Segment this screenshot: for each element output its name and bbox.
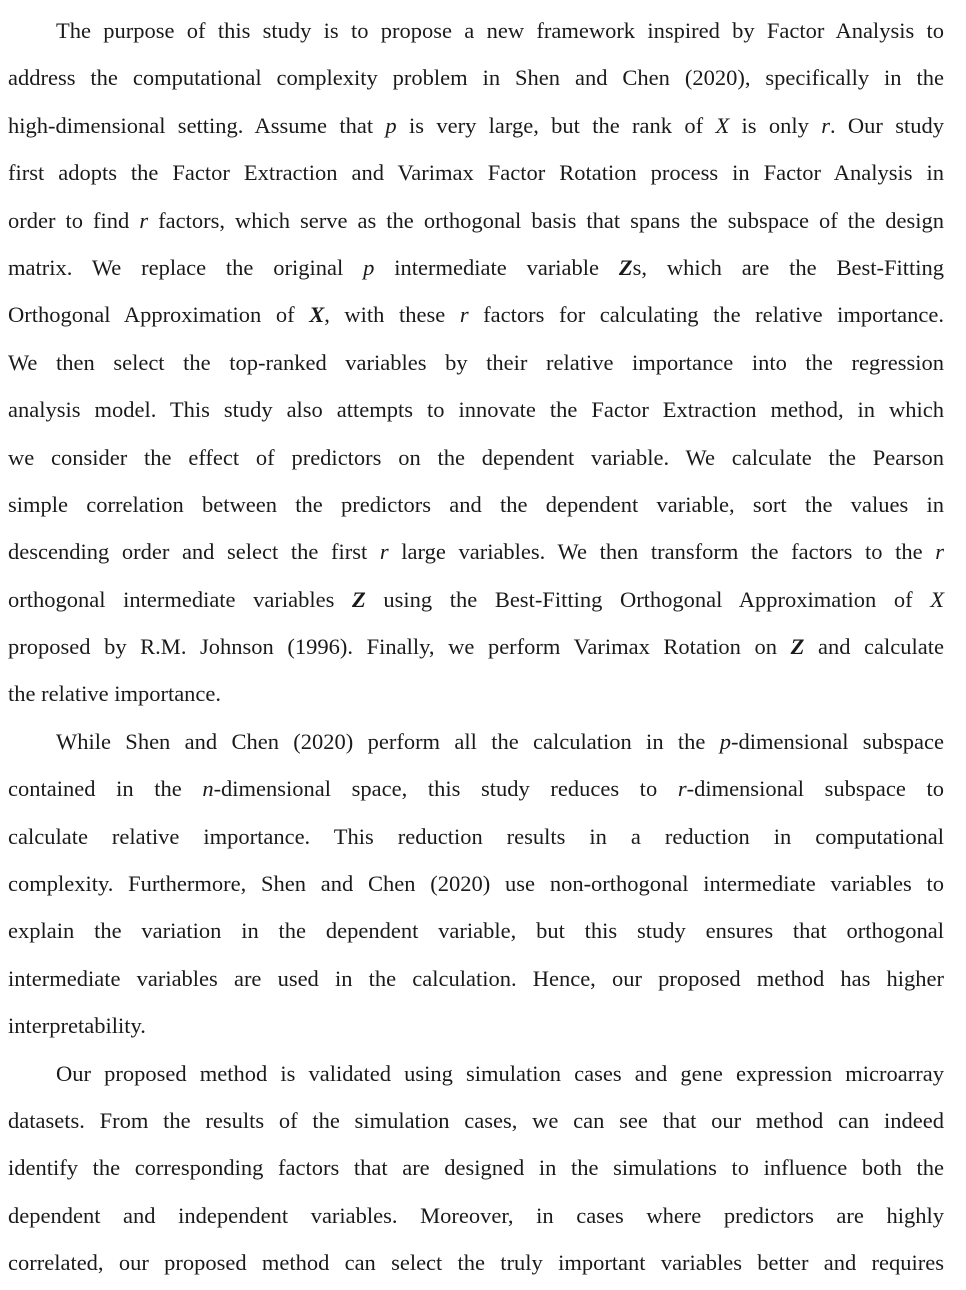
text-line <box>8 244 944 291</box>
math-symbol: r <box>379 539 389 565</box>
text-run: factors for calculating the relative importance. <box>468 302 944 328</box>
text-run: The purpose of this study is to propose a new framework inspired by Factor Analysis to <box>56 18 944 43</box>
text-line <box>8 1192 944 1239</box>
text-run: Our proposed method is validated using simulation cases and gene expression microarray <box>56 1060 944 1086</box>
text-run: simple correlation between the predictors and the dependent variable, sort the values in <box>8 491 944 517</box>
text-line <box>8 386 944 433</box>
math-symbol: r <box>821 112 830 138</box>
text-run: orthogonal intermediate variables <box>8 586 352 612</box>
text-line <box>8 955 944 1002</box>
text-run: identify the corresponding factors that are designed in the simulations to influence both the <box>8 1155 944 1181</box>
text-line <box>8 528 944 575</box>
text-run: large variables. We then transform the factors to the <box>388 539 936 565</box>
text-run: and calculate <box>804 634 944 660</box>
math-symbol: p <box>385 112 397 138</box>
text-run: s, which are the Best-Fitting <box>632 254 944 280</box>
text-run: we consider the effect of predictors on the dependent variable. We calculate the Pearson <box>8 444 944 470</box>
text-line <box>8 1097 944 1144</box>
text-run: factors, which serve as the orthogonal basis that spans the subspace of the design <box>148 207 945 233</box>
text-run: descending order and select the first <box>8 539 380 565</box>
text-run: first adopts the Factor Extraction and Varimax Factor Rotation process in Factor Analysis in <box>8 160 944 186</box>
body-paragraph <box>8 7 944 718</box>
math-symbol: Z <box>618 254 633 280</box>
text-line <box>8 481 944 528</box>
text-line <box>8 670 944 717</box>
text-run: the relative importance. <box>8 681 222 707</box>
math-symbol: p <box>719 728 731 754</box>
body-paragraph <box>8 718 944 1050</box>
math-symbol: X <box>309 302 325 328</box>
text-run: high-dimensional setting. Assume that <box>8 112 386 138</box>
text-line <box>8 576 944 623</box>
text-run: explain the variation in the dependent variable, but this study ensures that orthogonal <box>8 918 944 944</box>
text-line <box>8 813 944 860</box>
text-line <box>8 54 944 101</box>
text-run: using the Best-Fitting Orthogonal Approximation of <box>365 586 931 612</box>
text-line <box>8 102 944 149</box>
text-line <box>8 7 944 54</box>
text-run: intermediate variables are used in the calculation. Hence, our proposed method has higher <box>8 965 944 991</box>
math-symbol: n <box>202 776 214 802</box>
text-run: Orthogonal Approximation of <box>8 302 310 328</box>
text-run: , with these <box>324 302 460 328</box>
text-run: While Shen and Chen (2020) perform all the calculation in the <box>56 728 720 754</box>
text-line <box>8 907 944 954</box>
text-run: -dimensional subspace to <box>686 776 945 802</box>
text-line <box>8 718 944 765</box>
math-symbol: r <box>459 302 469 328</box>
text-line <box>8 1050 944 1097</box>
text-run: -dimensional space, this study reduces to <box>213 776 678 802</box>
text-line <box>8 860 944 907</box>
math-symbol: r <box>677 776 687 802</box>
text-run: complexity. Furthermore, Shen and Chen (2020) use non-orthogonal intermediate variables to <box>8 871 944 897</box>
text-line <box>8 1239 944 1286</box>
text-line <box>8 149 944 196</box>
document-page <box>8 7 944 1287</box>
text-run: contained in the <box>8 776 203 802</box>
math-symbol: X <box>715 112 730 138</box>
text-run: dependent and independent variables. Moreover, in cases where predictors are highly <box>8 1202 944 1228</box>
text-run: proposed by R.M. Johnson (1996). Finally, we perform Varimax Rotation on <box>8 634 791 660</box>
text-run: -dimensional subspace <box>730 728 944 754</box>
math-symbol: X <box>930 586 944 612</box>
text-line <box>8 339 944 386</box>
text-line <box>8 623 944 670</box>
text-run: order to find <box>8 207 140 233</box>
text-line <box>8 1002 944 1049</box>
text-line <box>8 291 944 338</box>
text-run: interpretability. <box>8 1013 146 1039</box>
math-symbol: p <box>363 254 375 280</box>
math-symbol: Z <box>790 634 805 660</box>
text-line <box>8 1144 944 1191</box>
text-line <box>8 197 944 244</box>
text-run: We then select the top-ranked variables by their relative importance into the regression <box>8 349 944 375</box>
math-symbol: Z <box>351 586 366 612</box>
text-run: is very large, but the rank of <box>396 112 716 138</box>
math-symbol: r <box>139 207 149 233</box>
text-run: analysis model. This study also attempts to innovate the Factor Extraction method, in which <box>8 397 944 423</box>
text-run: correlated, our proposed method can select the truly important variables better and requires <box>8 1250 944 1276</box>
text-line <box>8 434 944 481</box>
text-run: address the computational complexity problem in Shen and Chen (2020), specifically in the <box>8 65 944 91</box>
text-run: intermediate variable <box>374 254 619 280</box>
text-line <box>8 765 944 812</box>
text-run: calculate relative importance. This reduction results in a reduction in computational <box>8 823 944 849</box>
text-run: matrix. We replace the original <box>8 254 364 280</box>
text-run: . Our study <box>829 112 944 138</box>
text-run: is only <box>729 112 822 138</box>
body-paragraph <box>8 1050 944 1287</box>
math-symbol: r <box>935 539 944 565</box>
text-run: datasets. From the results of the simulation cases, we can see that our method can indeed <box>8 1107 944 1133</box>
